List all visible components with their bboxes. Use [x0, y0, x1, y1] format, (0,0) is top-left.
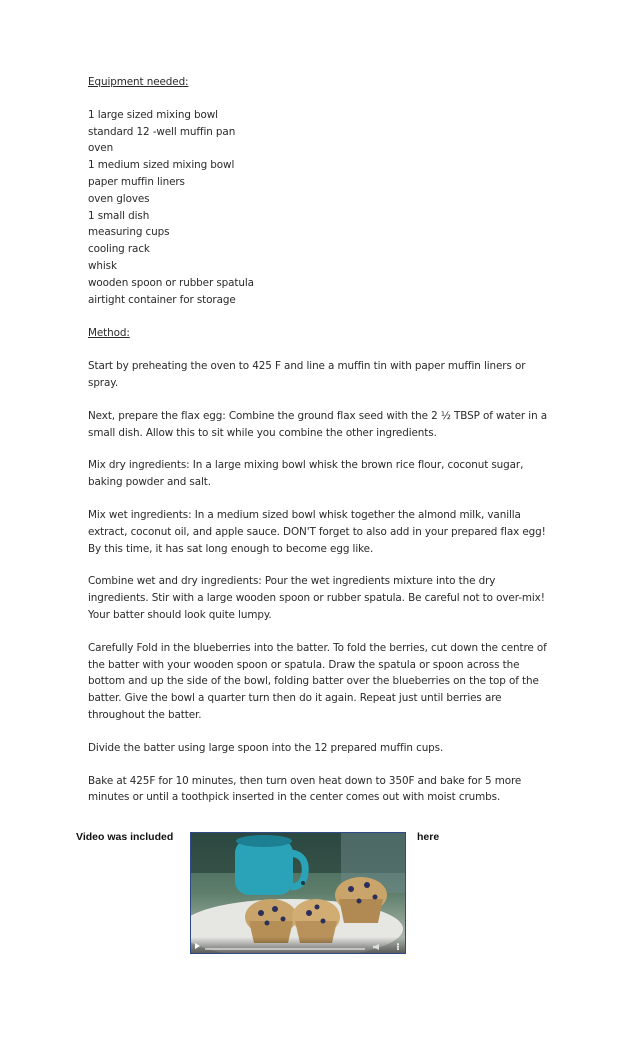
list-item: paper muffin liners	[88, 175, 185, 188]
method-step: Next, prepare the flax egg: Combine the ground flax seed with the 2 ½ TBSP of water in a small dish. Allow this to sit while you combine the other ingredients.	[88, 409, 548, 439]
volume-icon[interactable]	[373, 944, 379, 950]
video-controls	[191, 937, 405, 953]
list-item: 1 medium sized mixing bowl	[88, 159, 235, 172]
method-step: Mix dry ingredients: In a large mixing bowl whisk the brown rice flour, coconut sugar, baking powder and salt.	[88, 459, 524, 489]
list-item: cooling rack	[88, 243, 150, 256]
method-heading: Method:	[88, 327, 130, 340]
list-item: oven gloves	[88, 192, 150, 205]
recipe-document	[88, 74, 558, 822]
list-item: airtight container for storage	[88, 293, 236, 306]
list-item: whisk	[88, 259, 117, 272]
video-caption-left: Video was included	[76, 831, 174, 843]
video-thumbnail[interactable]	[190, 832, 406, 954]
equipment-heading: Equipment needed:	[88, 76, 189, 88]
muffin-right	[335, 877, 387, 923]
method-step: Divide the batter using large spoon into the 12 prepared muffin cups.	[88, 741, 444, 754]
equipment-list	[88, 107, 558, 309]
list-item: measuring cups	[88, 226, 170, 239]
video-caption-right: here	[417, 831, 440, 843]
play-icon[interactable]	[195, 943, 200, 949]
method-step: Bake at 425F for 10 minutes, then turn oven heat down to 350F and bake for 5 more minutes or until a toothpick inserted in the center comes out with moist crumbs.	[88, 774, 522, 804]
video-timeline[interactable]	[205, 948, 365, 950]
list-item: standard 12 -well muffin pan	[88, 125, 236, 138]
list-item: 1 large sized mixing bowl	[88, 108, 218, 121]
list-item: wooden spoon or rubber spatula	[88, 276, 254, 289]
list-item: oven	[88, 142, 114, 155]
video-frame-image	[191, 833, 406, 954]
method-step: Carefully Fold in the blueberries into the batter. To fold the berries, cut down the centre of the batter with your wooden spoon or spatula. Draw the spatula or spoon across the bottom and up the side of the bowl, folding batter over the blueberries on the top of the batter. Give the bowl a quarter turn then do it again. Repeat just until berries are throughout the batter.	[88, 641, 547, 721]
list-item: 1 small dish	[88, 209, 150, 222]
method-steps	[88, 358, 558, 806]
method-step: Mix wet ingredients: In a medium sized bowl whisk together the almond milk, vanilla extract, coconut oil, and apple sauce. DON'T forget to also add in your prepared flax egg! By this time, it has sat long enough to become egg like.	[88, 508, 546, 555]
method-step: Start by preheating the oven to 425 F and line a muffin tin with paper muffin liners or spray.	[88, 360, 526, 389]
more-options-icon[interactable]	[397, 943, 399, 950]
method-step: Combine wet and dry ingredients: Pour the wet ingredients mixture into the dry ingredients. Stir with a large wooden spoon or rubber spatula. Be careful not to over-mix! Your batter should look quite lumpy.	[88, 575, 545, 621]
